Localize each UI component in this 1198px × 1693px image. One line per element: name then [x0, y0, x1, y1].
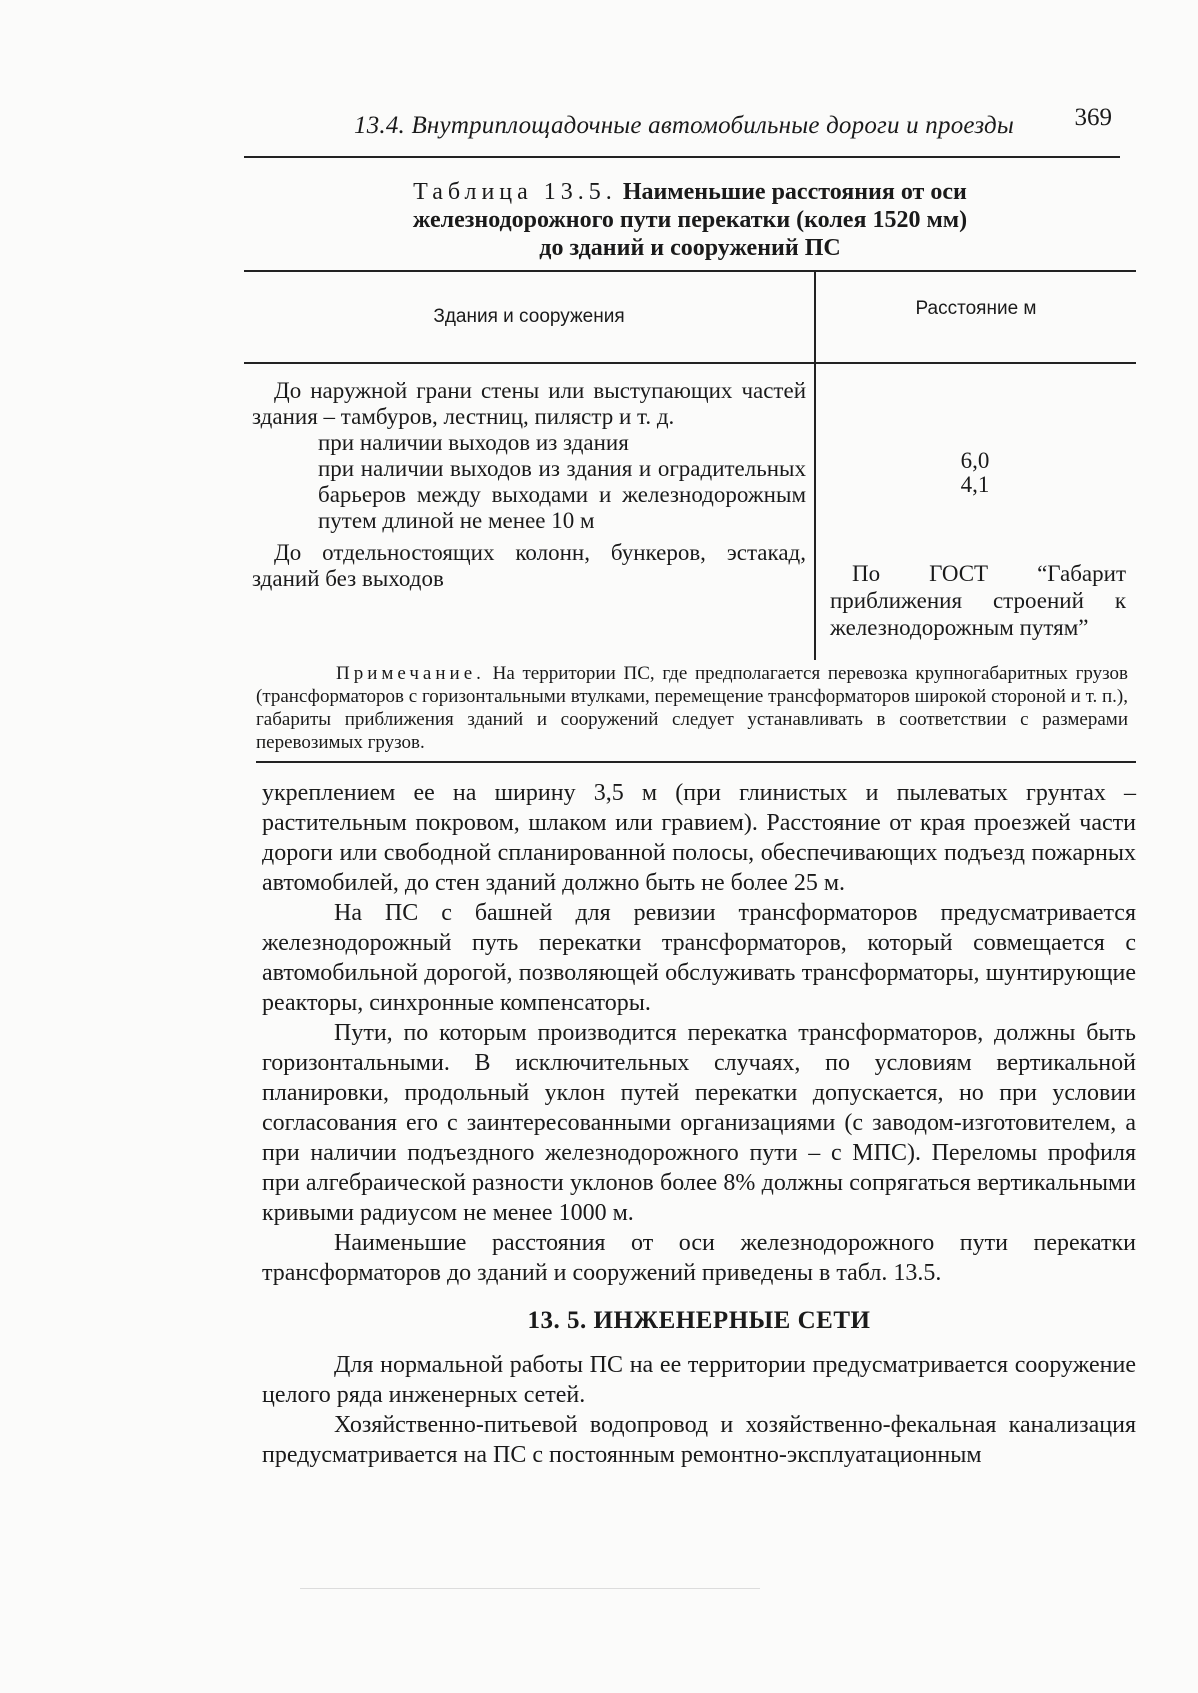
- table-caption-title-line-2: железнодорожного пути перекатки (колея 1520 мм): [412, 207, 968, 233]
- running-title: 13.4. Внутриплощадочные автомобильные дороги и проезды: [354, 112, 1014, 139]
- paragraph-4: Наименьшие расстояния от оси железнодорожного пути перекатки трансформаторов до зданий и сооружений приведены в табл. 13.5.: [262, 1230, 1136, 1286]
- column-divider: [814, 272, 816, 660]
- table-caption: [300, 178, 1080, 262]
- table-row-2-value: По ГОСТ “Габарит приближения строений к железнодорожным путям”: [830, 561, 1126, 640]
- table-row-1-value-2: 4,1: [960, 472, 990, 497]
- note-divider: [256, 761, 1136, 763]
- table-caption-label: Таблица 13.5.: [413, 179, 617, 205]
- table-row-1-text: До наружной грани стены или выступающих частей здания – тамбуров, лестниц, пилястр и т. д.: [252, 378, 806, 429]
- column-header-distance: Расстояние м: [915, 298, 1037, 319]
- paragraph-5: Для нормальной работы ПС на ее территории предусматривается сооружение целого ряда инженерных сетей.: [262, 1352, 1136, 1408]
- running-header: [244, 100, 1120, 158]
- table-row-1-value-1: 6,0: [960, 448, 990, 473]
- distances-table: [244, 270, 1136, 656]
- note-label: Примечание.: [336, 663, 485, 684]
- scan-smudge: [300, 1588, 760, 1589]
- note-text: На территории ПС, где предполагается перевозка крупногабаритных грузов (трансформаторов с горизонтальными втулками, перемещение трансформаторов широкой стороной и т. п.), габариты приближения зданий и сооружений следует устанавливать в соответствии с размерами перевозимых грузов.: [256, 663, 1129, 753]
- paragraph-6: Хозяйственно-питьевой водопровод и хозяйственно-фекальная канализация предусматривается на ПС с постоянным ремонтно-эксплуатационным: [262, 1412, 1136, 1468]
- paragraph-1: укреплением ее на ширину 3,5 м (при глинистых и пылеватых грунтах – растительным покровом, шлаком или гравием). Расстояние от края проезжей части дороги или свободной спланированной полосы, обеспечивающих подъезд пожарных автомобилей, до стен зданий должно быть не более 25 м.: [262, 780, 1136, 896]
- table-header-row: [244, 272, 1136, 364]
- table-row-1-sub-2: при наличии выходов из здания и оградительных барьеров между выходами и железнодорожным путем длиной не менее 10 м: [318, 456, 806, 533]
- table-caption-title-line-3: до зданий и сооружений ПС: [539, 235, 841, 261]
- table-note: [256, 662, 1128, 754]
- paragraph-3: Пути, по которым производится перекатка трансформаторов, должны быть горизонтальными. В исключительных случаях, по условиям вертикальной планировки, продольный уклон путей перекатки допускается, но при условии согласования его с заинтересованными организациями (с заводом-изготовителем, а при наличии подъездного железнодорожного пути – с МПС). Переломы профиля при алгебраической разности уклонов более 8% должны сопрягаться вертикальными кривыми радиусом не менее 1000 м.: [262, 1020, 1136, 1226]
- table-row-1-sub-1: при наличии выходов из здания: [318, 430, 629, 455]
- table-row-2-text: До отдельностоящих колонн, бункеров, эстакад, зданий без выходов: [252, 540, 806, 591]
- column-header-buildings: Здания и сооружения: [433, 306, 625, 327]
- section-heading: 13. 5. ИНЖЕНЕРНЫЕ СЕТИ: [527, 1307, 871, 1334]
- paragraph-2: На ПС с башней для ревизии трансформаторов предусматривается железнодорожный путь перекатки трансформаторов, который совмещается с автомобильной дорогой, позволяющей обслуживать трансформаторы, шунтирующие реакторы, синхронные компенсаторы.: [262, 900, 1136, 1016]
- table-caption-title-line-1: Наименьшие расстояния от оси: [622, 179, 967, 205]
- page-number: 369: [1074, 104, 1112, 131]
- body-text: [262, 778, 1136, 1470]
- table-body-left-column: [252, 378, 806, 592]
